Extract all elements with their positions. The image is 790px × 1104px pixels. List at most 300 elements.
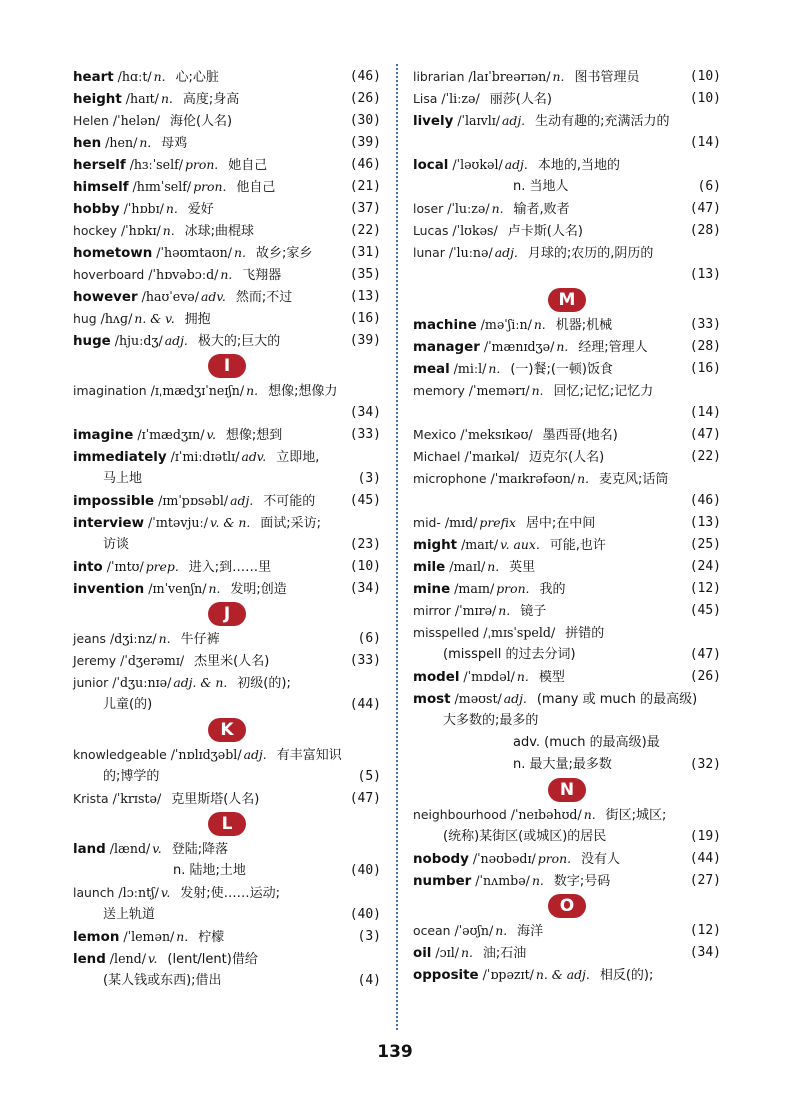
unit-reference: (13) [349, 289, 381, 304]
section-letter-badge [73, 352, 381, 380]
glossary-entry [73, 882, 381, 904]
glossary-entry [73, 220, 381, 242]
part-of-speech: v. [152, 841, 162, 856]
phonetic: /ˈdʒerəmɪ/ [120, 653, 185, 668]
continuation-text: adv. (much 的最高级)最 [513, 735, 660, 750]
phonetic: /məʊst/ [454, 691, 502, 706]
glossary-entry [73, 446, 381, 468]
part-of-speech: adj. & n. [173, 675, 228, 690]
headword: however [73, 290, 138, 305]
unit-reference: (4) [357, 973, 381, 988]
phonetic: /ɔɪl/ [435, 945, 459, 960]
meaning: 海洋 [517, 924, 544, 939]
phonetic: /haɪt/ [125, 91, 159, 106]
left-column [73, 66, 381, 992]
phonetic: /hɜːˈself/ [129, 157, 184, 172]
headword: launch [73, 885, 115, 900]
meaning: 回忆;记忆;记忆力 [553, 384, 654, 399]
glossary-entry [413, 512, 721, 534]
entry-continuation [73, 468, 381, 490]
entry-continuation [413, 176, 721, 198]
glossary-entry [413, 942, 721, 964]
headword: impossible [73, 494, 155, 509]
meaning: 登陆;降落 [171, 842, 229, 857]
entry-continuation [413, 826, 721, 848]
continuation-text [413, 267, 443, 282]
meaning: 没有人 [581, 852, 621, 867]
part-of-speech: n. [577, 471, 590, 486]
headword: mirror [413, 603, 451, 618]
glossary-entry [413, 804, 721, 826]
part-of-speech: n. [208, 581, 221, 596]
section-letter-badge [73, 810, 381, 838]
headword: Mexico [413, 427, 457, 442]
glossary-entry [413, 446, 721, 468]
part-of-speech: prep. [145, 559, 179, 574]
part-of-speech: adj. [503, 691, 527, 706]
unit-reference: (39) [349, 135, 381, 150]
part-of-speech: n. [533, 317, 546, 332]
headword: lively [413, 114, 454, 129]
part-of-speech: n. [495, 923, 508, 938]
unit-reference: (3) [357, 929, 381, 944]
section-letter: L [208, 812, 246, 836]
glossary-entry [413, 622, 721, 644]
page-number: 139 [377, 1042, 413, 1062]
phonetic: /ɪnˈvenʃn/ [148, 581, 207, 596]
part-of-speech: n. [246, 383, 259, 398]
glossary-entry [413, 110, 721, 132]
meaning: 月球的;农历的,阴历的 [527, 246, 654, 261]
part-of-speech: n. [583, 807, 596, 822]
phonetic: /haʊˈevə/ [141, 289, 200, 304]
unit-reference: (34) [349, 405, 381, 420]
part-of-speech: v. [206, 427, 216, 442]
headword: Helen [73, 113, 109, 128]
glossary-entry [413, 314, 721, 336]
continuation-text: (某人钱或东西);借出 [103, 973, 222, 988]
part-of-speech: n. [461, 945, 473, 960]
part-of-speech: v. [160, 885, 171, 900]
column-divider [396, 64, 398, 1030]
phonetic: /ˈdʒuːnɪə/ [112, 675, 172, 690]
phonetic: /ˈlemən/ [123, 929, 175, 944]
headword: opposite [413, 968, 479, 983]
entry-continuation [73, 534, 381, 556]
unit-reference: (26) [349, 91, 381, 106]
headword: into [73, 560, 103, 575]
continuation-text [413, 135, 443, 150]
headword: hockey [73, 223, 117, 238]
entry-continuation [413, 644, 721, 666]
part-of-speech: n. [552, 69, 565, 84]
right-column [413, 66, 721, 986]
entry-continuation [413, 490, 721, 512]
part-of-speech: n. [158, 631, 171, 646]
glossary-entry [73, 512, 381, 534]
entry-continuation [413, 264, 721, 286]
phonetic: /ˈɪntəvjuː/ [147, 515, 208, 530]
glossary-entry [413, 198, 721, 220]
meaning: 数字;号码 [553, 874, 611, 889]
glossary-entry [413, 964, 721, 986]
glossary-entry [413, 336, 721, 358]
continuation-text [413, 405, 443, 420]
continuation-text [413, 493, 443, 508]
continuation-text: 儿童(的) [103, 697, 153, 712]
meaning: 飞翔器 [242, 268, 282, 283]
glossary-entry [413, 468, 721, 490]
unit-reference: (10) [349, 559, 381, 574]
continuation-text: 马上地 [103, 471, 143, 486]
unit-reference: (16) [349, 311, 381, 326]
meaning: 机器;机械 [555, 318, 613, 333]
continuation-text: n. 陆地;土地 [173, 863, 246, 878]
meaning: 镜子 [520, 604, 547, 619]
part-of-speech: n. [139, 135, 152, 150]
glossary-entry [413, 154, 721, 176]
headword: microphone [413, 471, 487, 486]
glossary-entry [73, 788, 381, 810]
glossary-entry [73, 198, 381, 220]
part-of-speech: adj. [502, 113, 526, 128]
unit-reference: (14) [689, 405, 721, 420]
meaning: 高度;身高 [182, 92, 240, 107]
phonetic: /hen/ [105, 135, 138, 150]
headword: misspelled [413, 625, 480, 640]
unit-reference: (22) [349, 223, 381, 238]
glossary-entry [413, 358, 721, 380]
phonetic: /ˈnɒlɪdʒəbl/ [170, 747, 242, 762]
phonetic: /ˈmɪrə/ [454, 603, 497, 618]
unit-reference: (25) [689, 537, 721, 552]
part-of-speech: adj. [504, 157, 528, 172]
part-of-speech: n. [234, 245, 246, 260]
glossary-entry [73, 556, 381, 578]
headword: mid- [413, 515, 441, 530]
phonetic: /ˈhelən/ [112, 113, 160, 128]
headword: Krista [73, 791, 109, 806]
phonetic: /ˈhɒkɪ/ [120, 223, 161, 238]
section-letter-badge [73, 600, 381, 628]
part-of-speech: v. aux. [500, 537, 540, 552]
part-of-speech: v. [147, 951, 158, 966]
phonetic: /hjuːdʒ/ [114, 333, 163, 348]
headword: mile [413, 560, 446, 575]
unit-reference: (46) [349, 69, 381, 84]
meaning: 发明;创造 [230, 582, 287, 597]
headword: model [413, 670, 460, 685]
glossary-entry [73, 490, 381, 512]
glossary-entry [413, 666, 721, 688]
unit-reference: (28) [689, 339, 721, 354]
part-of-speech: n. [556, 339, 569, 354]
glossary-entry [73, 330, 381, 352]
part-of-speech: n. & adj. [535, 967, 590, 982]
meaning: 心;心脏 [175, 70, 219, 85]
meaning: 然而;不过 [235, 290, 293, 305]
phonetic: /lænd/ [109, 841, 151, 856]
part-of-speech: pron. [185, 157, 219, 172]
part-of-speech: adj. [494, 245, 518, 260]
glossary-entry [73, 926, 381, 948]
headword: mine [413, 582, 451, 597]
phonetic: /ˈkrɪstə/ [112, 791, 162, 806]
meaning: 面试;采访; [260, 516, 322, 531]
phonetic: /ɪmˈpɒsəbl/ [158, 493, 229, 508]
glossary-entry [73, 744, 381, 766]
entry-continuation [73, 402, 381, 424]
meaning: 牛仔裤 [180, 632, 220, 647]
part-of-speech: n. [491, 201, 504, 216]
phonetic: /ɪˈmiːdɪətlɪ/ [170, 449, 240, 464]
section-letter-badge [413, 776, 721, 804]
headword: lend [73, 952, 106, 967]
glossary-entry [73, 672, 381, 694]
part-of-speech: n. [153, 69, 166, 84]
entry-continuation [73, 904, 381, 926]
unit-reference: (13) [689, 267, 721, 282]
unit-reference: (10) [689, 91, 721, 106]
unit-reference: (46) [689, 493, 721, 508]
glossary-entry [413, 920, 721, 942]
headword: jeans [73, 631, 106, 646]
phonetic: /mɪd/ [444, 515, 478, 530]
meaning: 经理;管理人 [578, 340, 648, 355]
phonetic: /ˈmaɪkrəfəʊn/ [490, 471, 576, 486]
part-of-speech: v. & n. [209, 515, 251, 530]
glossary-entry [73, 176, 381, 198]
headword: invention [73, 582, 145, 597]
phonetic: /lɔːntʃ/ [118, 885, 159, 900]
part-of-speech: n. [160, 91, 173, 106]
meaning: 柠檬 [198, 930, 225, 945]
phonetic: /ˈliːzə/ [441, 91, 480, 106]
unit-reference: (14) [689, 135, 721, 150]
glossary-entry [73, 838, 381, 860]
glossary-entry [73, 132, 381, 154]
headword: hobby [73, 202, 120, 217]
part-of-speech: adj. [230, 493, 254, 508]
part-of-speech: adj. [164, 333, 188, 348]
headword: Lisa [413, 91, 438, 106]
section-letter: O [548, 894, 586, 918]
glossary-entry [73, 628, 381, 650]
meaning: 她自己 [228, 158, 268, 173]
meaning: 拼错的 [565, 626, 605, 641]
glossary-entry [413, 534, 721, 556]
phonetic: /ˈmaɪkəl/ [464, 449, 520, 464]
headword: number [413, 874, 472, 889]
section-letter-badge [413, 892, 721, 920]
phonetic: /ˈluːzə/ [447, 201, 490, 216]
phonetic: /hɪmˈself/ [132, 179, 192, 194]
meaning: 不可能的 [263, 494, 316, 509]
phonetic: /ˈmænɪdʒə/ [483, 339, 555, 354]
part-of-speech: prefix [479, 515, 516, 530]
meaning: 海伦(人名) [169, 114, 233, 129]
glossary-entry [413, 88, 721, 110]
meaning: 立即地, [276, 450, 320, 465]
unit-reference: (10) [689, 69, 721, 84]
unit-reference: (35) [349, 267, 381, 282]
unit-reference: (32) [689, 757, 721, 772]
meaning: 进入;到……里 [188, 560, 272, 575]
part-of-speech: n. [162, 223, 175, 238]
entry-continuation [73, 860, 381, 882]
glossary-entry [413, 220, 721, 242]
part-of-speech: pron. [496, 581, 530, 596]
section-letter: M [548, 288, 586, 312]
phonetic: /laɪˈbreərɪən/ [468, 69, 551, 84]
unit-reference: (33) [349, 427, 381, 442]
section-letter-badge [73, 716, 381, 744]
continuation-text: n. 当地人 [513, 179, 569, 194]
phonetic: /ˈlaɪvlɪ/ [457, 113, 500, 128]
unit-reference: (24) [689, 559, 721, 574]
headword: memory [413, 383, 465, 398]
headword: heart [73, 70, 114, 85]
meaning: 想像;想到 [225, 428, 283, 443]
meaning: 丽莎(人名) [489, 92, 552, 107]
glossary-entry [413, 870, 721, 892]
headword: immediately [73, 450, 167, 465]
unit-reference: (22) [689, 449, 721, 464]
unit-reference: (34) [349, 581, 381, 596]
meaning: (lent/lent)借给 [167, 952, 258, 967]
unit-reference: (26) [689, 669, 721, 684]
meaning: 英里 [509, 560, 536, 575]
headword: himself [73, 180, 129, 195]
unit-reference: (31) [349, 245, 381, 260]
phonetic: /maɪn/ [454, 581, 495, 596]
meaning: (many 或 much 的最高级) [536, 692, 698, 707]
unit-reference: (37) [349, 201, 381, 216]
meaning: 拥抱 [184, 312, 211, 327]
glossary-entry [73, 242, 381, 264]
continuation-text: 大多数的;最多的 [443, 713, 539, 728]
continuation-text: 访谈 [103, 537, 130, 552]
meaning: 冰球;曲棍球 [184, 224, 255, 239]
glossary-entry [73, 110, 381, 132]
glossary-entry [413, 242, 721, 264]
part-of-speech: n. [531, 873, 544, 888]
section-letter: K [208, 718, 246, 742]
glossary-entry [73, 264, 381, 286]
headword: most [413, 692, 451, 707]
meaning: 居中;在中间 [525, 516, 596, 531]
phonetic: /maɪt/ [461, 537, 499, 552]
glossary-entry [73, 948, 381, 970]
phonetic: /ɪˌmædʒɪˈneɪʃn/ [150, 383, 245, 398]
unit-reference: (40) [349, 863, 381, 878]
unit-reference: (47) [349, 791, 381, 806]
unit-reference: (13) [689, 515, 721, 530]
headword: lunar [413, 245, 445, 260]
phonetic: /ˈnəʊbədɪ/ [472, 851, 536, 866]
phonetic: /ˈəʊʃn/ [454, 923, 494, 938]
unit-reference: (33) [349, 653, 381, 668]
meaning: 有丰富知识 [276, 748, 342, 763]
continuation-text: 送上轨道 [103, 907, 156, 922]
unit-reference: (28) [689, 223, 721, 238]
headword: height [73, 92, 122, 107]
phonetic: /hɑːt/ [117, 69, 152, 84]
entry-continuation [413, 132, 721, 154]
headword: ocean [413, 923, 451, 938]
meaning: 克里斯塔(人名) [171, 792, 260, 807]
unit-reference: (33) [689, 317, 721, 332]
glossary-entry [413, 600, 721, 622]
meaning: 图书管理员 [574, 70, 640, 85]
meaning: 麦克风;话筒 [599, 472, 669, 487]
unit-reference: (12) [689, 923, 721, 938]
glossary-entry [73, 424, 381, 446]
headword: interview [73, 516, 144, 531]
entry-continuation [73, 766, 381, 788]
section-letter: J [208, 602, 246, 626]
unit-reference: (44) [349, 697, 381, 712]
glossary-entry [73, 66, 381, 88]
headword: Michael [413, 449, 461, 464]
headword: hometown [73, 246, 153, 261]
headword: herself [73, 158, 126, 173]
phonetic: /ˈɪntʊ/ [106, 559, 144, 574]
entry-continuation [413, 402, 721, 424]
entry-continuation [73, 970, 381, 992]
meaning: 初级(的); [237, 676, 291, 691]
part-of-speech: n. [220, 267, 233, 282]
unit-reference: (39) [349, 333, 381, 348]
glossary-entry [413, 688, 721, 710]
part-of-speech: n. [488, 361, 501, 376]
glossary-entry [73, 308, 381, 330]
headword: knowledgeable [73, 747, 167, 762]
glossary-entry [413, 848, 721, 870]
part-of-speech: pron. [537, 851, 572, 866]
headword: local [413, 158, 449, 173]
phonetic: /hʌɡ/ [100, 311, 133, 326]
meaning: 输者,败者 [513, 202, 570, 217]
unit-reference: (40) [349, 907, 381, 922]
headword: huge [73, 334, 111, 349]
headword: hoverboard [73, 267, 145, 282]
phonetic: /ɪˈmædʒɪn/ [137, 427, 205, 442]
part-of-speech: adv. [241, 449, 267, 464]
phonetic: /lend/ [109, 951, 146, 966]
headword: machine [413, 318, 477, 333]
glossary-entry [73, 154, 381, 176]
unit-reference: (44) [689, 851, 721, 866]
phonetic: /ˈmɒdəl/ [463, 669, 515, 684]
entry-continuation [413, 710, 721, 732]
part-of-speech: n. [176, 929, 189, 944]
glossary-entry [73, 578, 381, 600]
glossary-entry [73, 650, 381, 672]
unit-reference: (45) [689, 603, 721, 618]
part-of-speech: n. [498, 603, 511, 618]
headword: imagination [73, 383, 147, 398]
headword: nobody [413, 852, 469, 867]
meaning: 生动有趣的;充满活力的 [535, 114, 670, 129]
phonetic: /ˌmɪsˈspeld/ [483, 625, 556, 640]
phonetic: /miːl/ [453, 361, 487, 376]
phonetic: /ˈhɒbɪ/ [123, 201, 164, 216]
glossary-entry [413, 66, 721, 88]
headword: land [73, 842, 106, 857]
headword: neighbourhood [413, 807, 507, 822]
meaning: 极大的;巨大的 [197, 334, 281, 349]
